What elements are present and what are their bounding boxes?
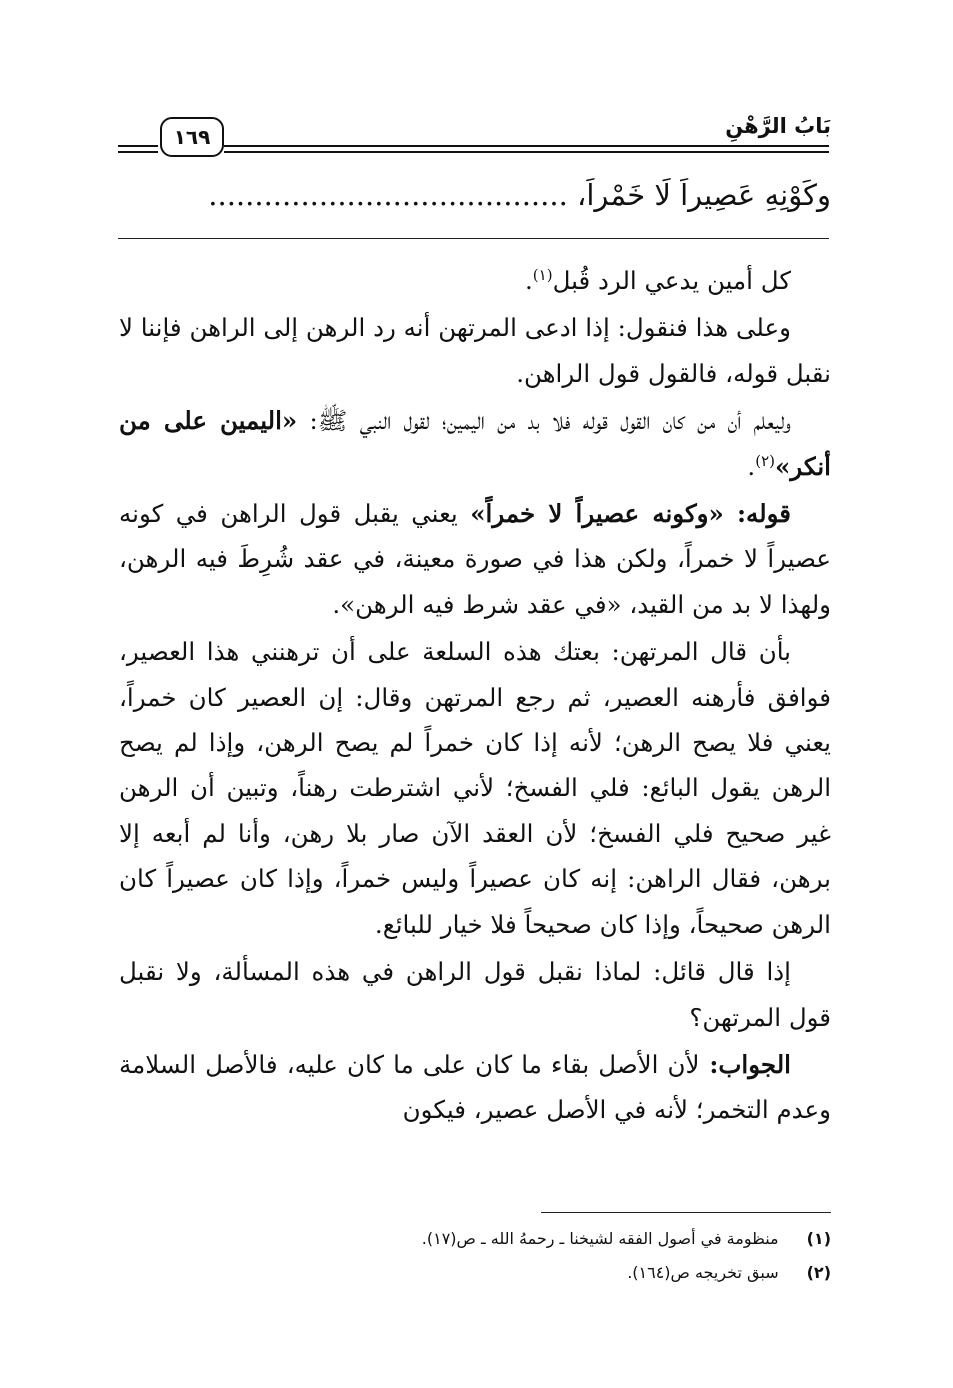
footnote-2 <box>119 1256 831 1290</box>
header-rule-bottom <box>224 151 829 153</box>
header-rule-top <box>224 145 829 147</box>
paragraph-6: إذا قال قائل: لماذا نقبل قول الراهن في هذه المسألة، ولا نقبل قول المرتهن؟ <box>119 957 831 1032</box>
footnote-ref-1[interactable]: (١) <box>532 265 553 284</box>
paragraph-2: وعلى هذا فنقول: إذا ادعى المرتهن أنه رد الرهن إلى الراهن فإننا لا نقبل قوله، فالقول قول الراهن. <box>119 313 831 388</box>
footnote-separator <box>541 1212 831 1213</box>
footnote-1-number: (١) <box>806 1229 831 1248</box>
paragraph-5: بأن قال المرتهن: بعتك هذه السلعة على أن ترهنني هذا العصير، فوافق فأرهنه العصير، ثم رجع المرتهن وقال: إن العصير كان خمراً، يعني فلا يصح الرهن؛ لأنه إذا كان خمراً لم يصح الرهن، وإذا لم يصح الرهن يقول البائع: فلي الفسخ؛ لأني اشترطت رهناً، وتبين أن الرهن غير صحيح فلي الفسخ؛ لأن العقد الآن صار بلا رهن، وأنا لم أبعه إلا برهن، فقال الراهن: إنه كان عصيراً وليس خمراً، وإذا كان عصيراً كان الرهن صحيحاً، وإذا كان صحيحاً فلا خيار للبائع. <box>119 637 831 939</box>
footnote-ref-2[interactable]: (٢) <box>755 451 775 470</box>
footnote-2-text: سبق تخريجه ص(١٦٤). <box>627 1263 779 1282</box>
paragraph-4-text: يعني يقبل قول الراهن في كونه عصيراً لا خمراً، ولكن هذا في صورة معينة، في عقد شُرِطَ فيه الرهن، ولهذا لا بد من القيد، «في عقد شرط فيه الرهن». <box>119 499 831 619</box>
chapter-title: بَابُ الرَّهْنِ <box>725 114 831 138</box>
answer-label: الجواب: <box>699 1049 791 1079</box>
paragraph-1-end: . <box>525 266 533 295</box>
paragraph-3-end: . <box>747 451 756 481</box>
footnote-1-text: منظومة في أصول الفقه لشيخنا ـ رحمهُ الله ـ ص(١٧). <box>421 1229 779 1248</box>
matn-quote: «وكونه عصيراً لا خمراً» <box>470 499 724 529</box>
matn-line: وكَوْنِهِ عَصِيراً لَا خَمْراً، ....................................... <box>208 178 831 212</box>
footnotes <box>119 1222 831 1290</box>
paragraph-3 <box>119 398 831 489</box>
paragraph-7 <box>119 1042 831 1133</box>
commentary-body <box>119 258 831 1133</box>
paragraph-3-text: وليعلم أن من كان القول قوله فلا بد من اليمين؛ لقول النبي ﷺ: <box>297 406 791 436</box>
paragraph-1-text: كل أمين يدعي الرد قُبل <box>552 266 791 295</box>
paragraph-7-text: لأن الأصل بقاء ما كان على ما كان عليه، فالأصل السلامة وعدم التخمر؛ لأنه في الأصل عصير، فيكون <box>119 1049 831 1125</box>
matn-divider <box>118 238 829 239</box>
footnote-2-number: (٢) <box>806 1263 831 1282</box>
footnote-1 <box>119 1222 831 1256</box>
hadith-quote: «اليمين على من أنكر» <box>119 406 831 481</box>
qawluhu-label: قوله: <box>723 499 791 529</box>
page-number: ١٦٩ <box>173 125 211 149</box>
page-number-badge <box>160 117 224 157</box>
header-rule-left-bottom <box>118 151 158 153</box>
paragraph-4 <box>119 491 831 627</box>
header-rule-left-top <box>118 145 158 147</box>
paragraph-1 <box>119 258 831 303</box>
